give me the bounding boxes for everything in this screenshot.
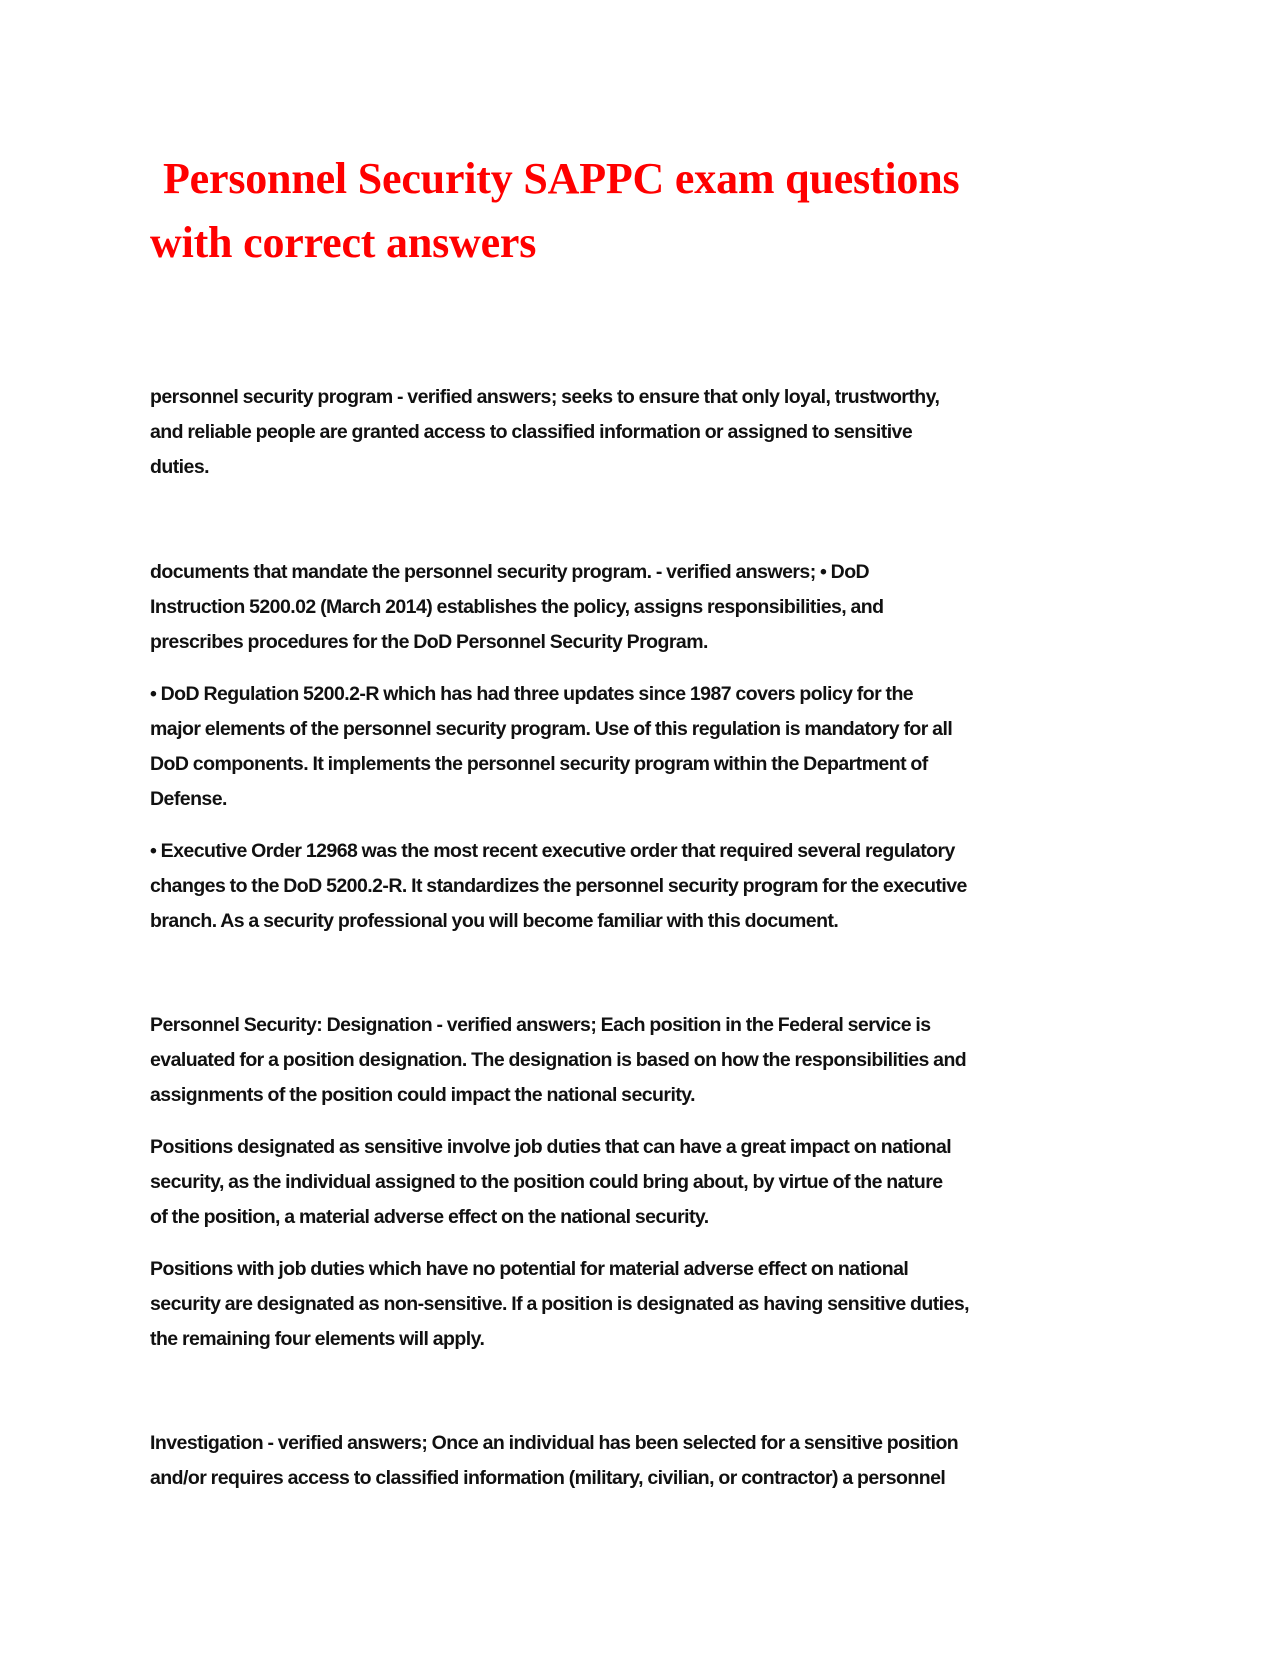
paragraph-sensitive-positions <box>150 1130 1140 1235</box>
text-line: and reliable people are granted access to classified information or assigned to sensitive <box>150 421 913 443</box>
text-line: Positions designated as sensitive involve job duties that can have a great impact on national <box>150 1136 952 1158</box>
text-line: branch. As a security professional you will become familiar with this document. <box>150 910 839 932</box>
text-line: security, as the individual assigned to the position could bring about, by virtue of the nature <box>150 1171 943 1193</box>
text-line: of the position, a material adverse effect on the national security. <box>150 1206 709 1228</box>
text-line: Personnel Security: Designation - verified answers; Each position in the Federal service is <box>150 1014 931 1036</box>
title-line-2: with correct answers <box>150 218 537 267</box>
text-line: prescribes procedures for the DoD Personnel Security Program. <box>150 631 708 653</box>
text-line: and/or requires access to classified information (military, civilian, or contractor) a personnel <box>150 1467 946 1489</box>
text-line: assignments of the position could impact the national security. <box>150 1084 695 1106</box>
text-line: Instruction 5200.02 (March 2014) establishes the policy, assigns responsibilities, and <box>150 596 884 618</box>
paragraph-dod-regulation <box>150 677 1140 817</box>
paragraph-executive-order <box>150 834 1140 939</box>
text-line: the remaining four elements will apply. <box>150 1328 485 1350</box>
title-line-1: Personnel Security SAPPC exam questions <box>163 154 960 203</box>
text-line: Investigation - verified answers; Once an individual has been selected for a sensitive position <box>150 1432 959 1454</box>
text-line: Defense. <box>150 788 227 810</box>
text-line: • DoD Regulation 5200.2-R which has had three updates since 1987 covers policy for the <box>150 683 914 705</box>
paragraph-personnel-security-program <box>150 380 1140 485</box>
text-line: evaluated for a position designation. The designation is based on how the responsibilities and <box>150 1049 967 1071</box>
text-line: security are designated as non-sensitive. If a position is designated as having sensitive duties, <box>150 1293 970 1315</box>
paragraph-designation <box>150 1008 1140 1113</box>
paragraph-investigation <box>150 1426 1140 1496</box>
document-title <box>150 147 1130 275</box>
text-line: DoD components. It implements the personnel security program within the Department of <box>150 753 928 775</box>
text-line: Positions with job duties which have no potential for material adverse effect on national <box>150 1258 909 1280</box>
text-line: personnel security program - verified answers; seeks to ensure that only loyal, trustworthy, <box>150 386 940 408</box>
text-line: documents that mandate the personnel security program. - verified answers; • DoD <box>150 561 870 583</box>
text-line: changes to the DoD 5200.2-R. It standardizes the personnel security program for the executive <box>150 875 967 897</box>
text-line: duties. <box>150 456 209 478</box>
text-line: • Executive Order 12968 was the most recent executive order that required several regulatory <box>150 840 955 862</box>
paragraph-non-sensitive-positions <box>150 1252 1140 1357</box>
text-line: major elements of the personnel security program. Use of this regulation is mandatory for all <box>150 718 953 740</box>
paragraph-mandating-documents <box>150 555 1140 660</box>
